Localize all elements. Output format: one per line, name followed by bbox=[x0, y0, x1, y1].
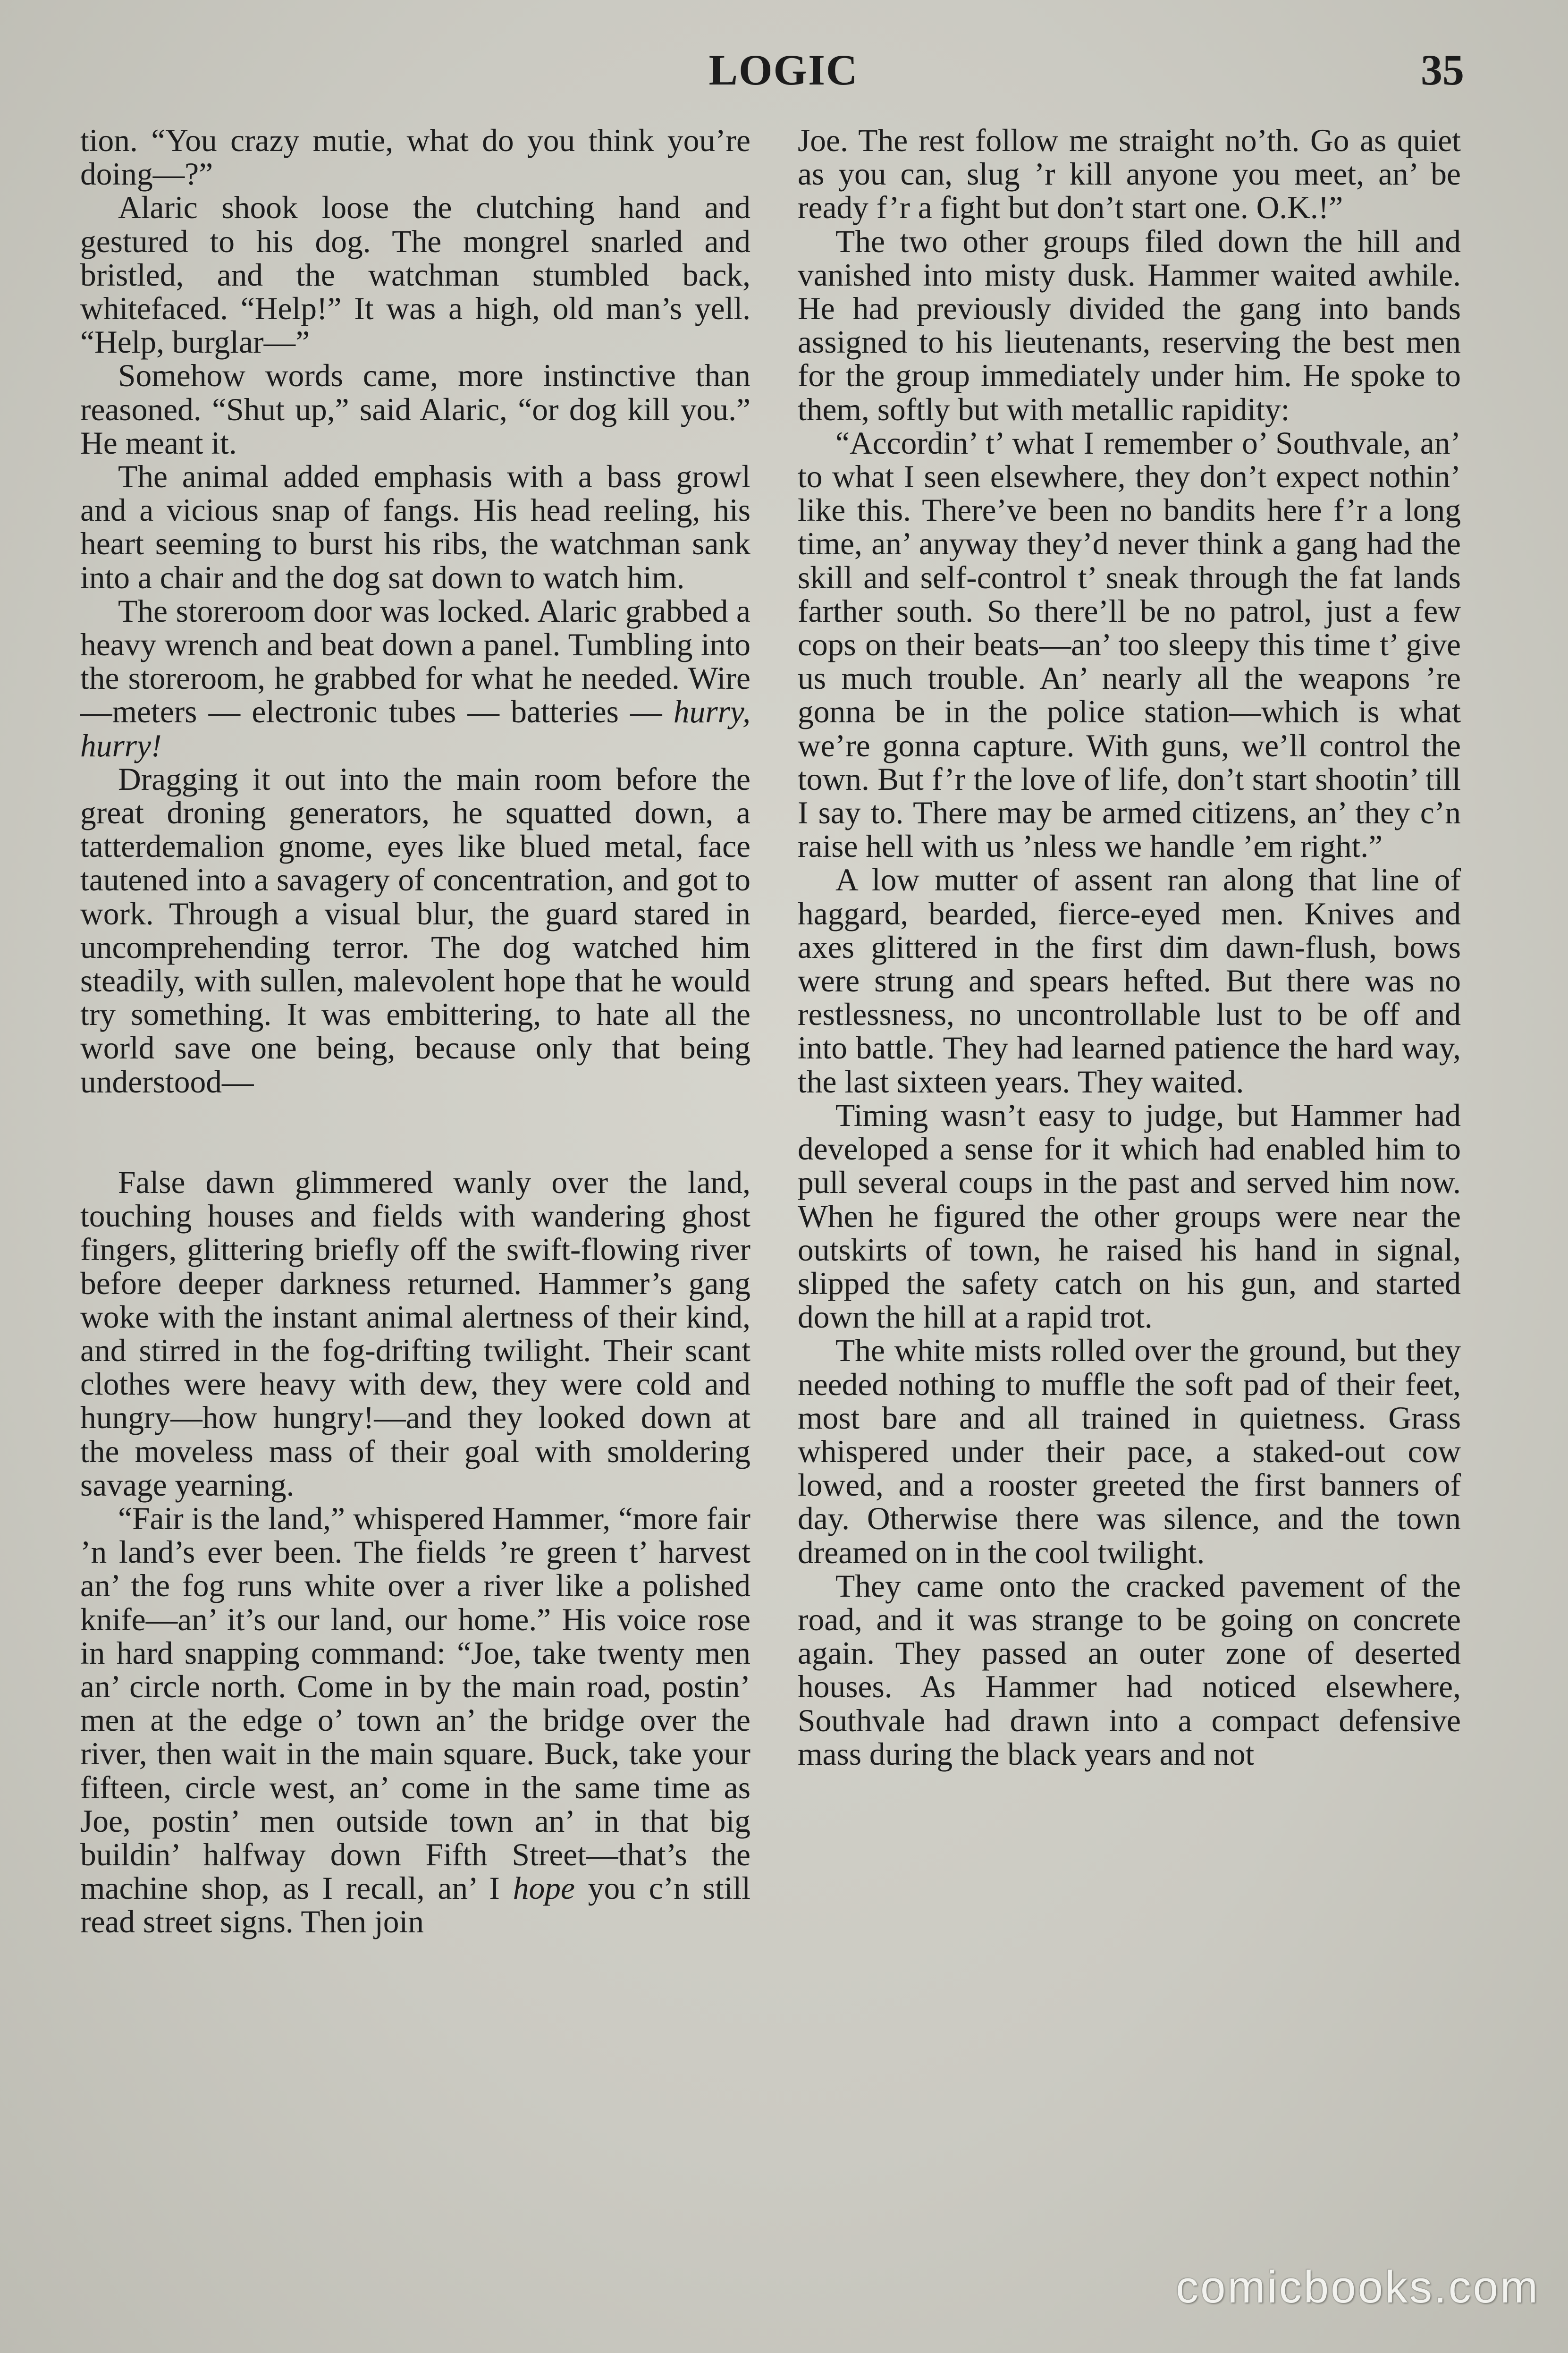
paragraph: False dawn glimmered wanly over the land, touching houses and fields with wandering ghost fingers, glittering briefly off the swift-flowing river before deeper darkness returned. Hammer’s gang woke with the instant animal alertness of their kind, and stirred in the fog-drifting twilight. Their scant clothes were heavy with dew, they were cold and hungry—how hungry!—and they looked down at the moveless mass of their goal with smoldering savage yearning. bbox=[80, 1164, 750, 1503]
paragraph-text: “Fair is the land,” whispered Hammer, “more fair ’n land’s ever been. The fields ’re green t’ harvest an’ the fog runs white over a river like a polished knife—an’ it’s our land, our home.” His voice rose in hard snapping command: “Joe, take twenty men an’ circle north. Come in by the main road, postin’ men at the edge o’ town an’ the bridge over the river, then wait in the main square. Buck, take your fifteen, circle west, an’ come in the same time as Joe, postin’ men outside town an’ in that big buildin’ halfway down Fifth Street—that’s the machine shop, as I recall, an’ I bbox=[80, 1500, 750, 1906]
page-number: 35 bbox=[1421, 46, 1464, 94]
paragraph: “Accordin’ t’ what I remember o’ Southvale, an’ to what I seen elsewhere, they don’t expect nothin’ like this. There’ve been no bandits here f’r a long time, an’ anyway they’d never think a gang had the skill and self-control t’ sneak through the fat lands farther south. So there’ll be no patrol, just a few cops on their beats—an’ too sleepy this time t’ give us much trouble. An’ nearly all the weapons ’re gonna be in the police station—which is what we’re gonna capture. With guns, we’ll control the town. But f’r the love of life, don’t start shootin’ till I say to. There may be armed citizens, an’ they c’n raise hell with us ’nless we handle ’em right.” bbox=[798, 425, 1461, 864]
paragraph: The white mists rolled over the ground, but they needed nothing to muffle the soft pad of their feet, most bare and all trained in quietness. Grass whispered under their pace, a staked-out cow lowed, and a rooster greeted the first banners of day. Otherwise there was silence, and the town dreamed on in the cool twilight. bbox=[798, 1333, 1461, 1570]
paragraph: Joe. The rest follow me straight no’th. Go as quiet as you can, slug ’r kill anyone you meet, an’ be ready f’r a fight but don’t start one. O.K.!” bbox=[798, 123, 1461, 226]
paragraph: Dragging it out into the main room before the great droning generators, he squatted down, a tatterdemalion gnome, eyes like blued metal, face tautened into a savagery of concentration, and got to work. Through a visual blur, the guard stared in uncomprehending terror. The dog watched him steadily, with sullen, malevolent hope that he would try something. It was embittering, to hate all the world save one being, because only that being understood— bbox=[80, 761, 750, 1100]
paragraph bbox=[80, 1502, 750, 1939]
right-column bbox=[798, 124, 1461, 1771]
watermark: comicbooks.com bbox=[1176, 2262, 1540, 2312]
left-column bbox=[80, 124, 750, 1939]
italic-text: hope bbox=[513, 1871, 575, 1906]
paragraph: Somehow words came, more instinctive than reasoned. “Shut up,” said Alaric, “or dog kill you.” He meant it. bbox=[80, 358, 750, 461]
running-head: LOGIC bbox=[708, 46, 859, 94]
paragraph: A low mutter of assent ran along that line of haggard, bearded, fierce-eyed men. Knives and axes glittered in the first dim dawn-flush, bows were strung and spears hefted. But there was no restlessness, no uncontrollable lust to be off and into battle. They had learned patience the hard way, the last sixteen years. They waited. bbox=[798, 862, 1461, 1100]
paragraph: Timing wasn’t easy to judge, but Hammer had developed a sense for it which had enabled him to pull several coups in the past and served him now. When he figured the other groups were near the outskirts of town, he raised his hand in signal, slipped the safety catch on his gun, and started down the hill at a rapid trot. bbox=[798, 1097, 1461, 1335]
paragraph: tion. “You crazy mutie, what do you think you’re doing—?” bbox=[80, 123, 750, 192]
italic-text: hurry, hurry! bbox=[80, 694, 750, 763]
paragraph: The animal added emphasis with a bass growl and a vicious snap of fangs. His head reeling, his heart seeming to burst his ribs, the watchman sank into a chair and the dog sat down to watch him. bbox=[80, 459, 750, 595]
page-header bbox=[0, 45, 1568, 102]
paragraph-text: The storeroom door was locked. Alaric grabbed a heavy wrench and beat down a panel. Tumbling into the storeroom, he grabbed for what he needed. Wire—meters — electronic tubes — batteries — bbox=[80, 593, 750, 730]
paragraph: The two other groups filed down the hill and vanished into misty dusk. Hammer waited awhile. He had previously divided the gang into bands assigned to his lieutenants, reserving the best men for the group immediately under him. He spoke to them, softly but with metallic rapidity: bbox=[798, 223, 1461, 427]
paragraph: Alaric shook loose the clutching hand and gestured to his dog. The mongrel snarled and bristled, and the watchman stumbled back, whitefaced. “Help!” It was a high, old man’s yell. “Help, burglar—” bbox=[80, 190, 750, 360]
paragraph-text: you c’n still read street signs. Then join bbox=[80, 1871, 751, 1940]
paragraph: They came onto the cracked pavement of the road, and it was strange to be going on concrete again. They passed an outer zone of deserted houses. As Hammer had noticed elsewhere, Southvale had drawn into a compact defensive mass during the black years and not bbox=[798, 1568, 1461, 1772]
paragraph bbox=[80, 594, 750, 762]
